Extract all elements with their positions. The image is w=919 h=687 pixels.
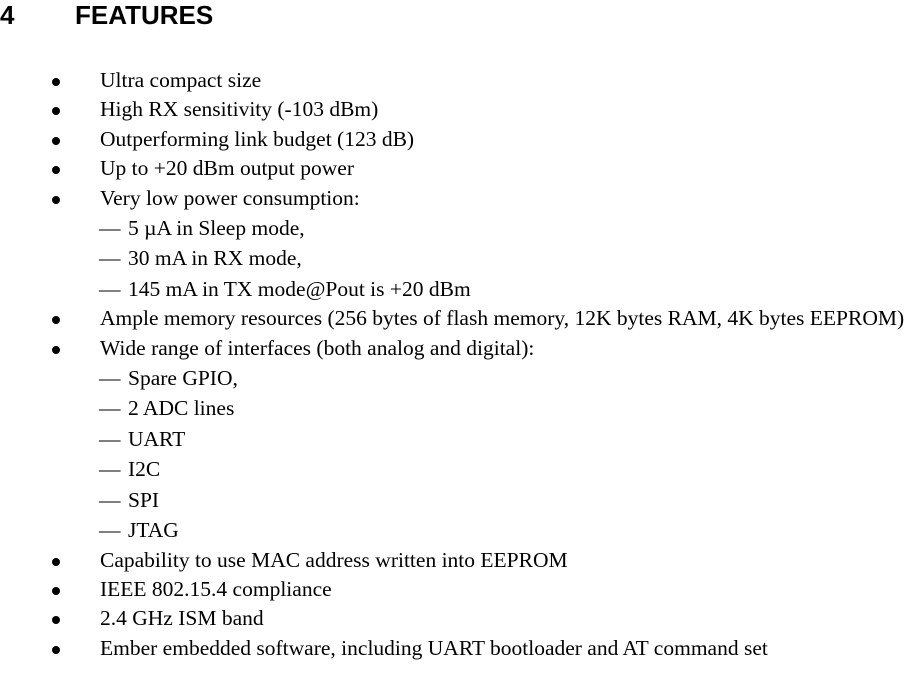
feature-subitem (0, 213, 919, 243)
feature-item (0, 125, 919, 154)
feature-text: IEEE 802.15.4 compliance (100, 576, 332, 601)
feature-text: Capability to use MAC address written into EEPROM (100, 547, 568, 572)
bullet-icon (52, 166, 60, 174)
feature-text: Ultra compact size (100, 68, 262, 92)
feature-text: 2.4 GHz ISM band (100, 606, 264, 631)
bullet-icon (52, 316, 60, 324)
features-list (0, 66, 919, 663)
feature-item (0, 95, 919, 124)
dash-icon: — (99, 518, 121, 543)
feature-subitem (0, 515, 919, 545)
bullet-icon (52, 587, 60, 595)
subitem-text: 5 µA in Sleep mode, (128, 216, 305, 241)
feature-item (0, 575, 919, 604)
dash-icon: — (99, 487, 121, 512)
bullet-icon (52, 558, 60, 566)
feature-subitem (0, 454, 919, 484)
feature-item (0, 154, 919, 183)
bullet-icon (52, 107, 60, 115)
subitem-text: SPI (128, 487, 160, 512)
feature-item (0, 66, 919, 95)
subitem-text: Spare GPIO, (128, 366, 238, 391)
bullet-icon (52, 646, 60, 654)
subitem-text: UART (128, 426, 186, 451)
subitem-text: JTAG (128, 518, 179, 543)
subitem-text: 2 ADC lines (128, 396, 235, 421)
section-title: FEATURES (75, 0, 214, 30)
dash-icon: — (99, 396, 121, 421)
feature-subitem (0, 274, 919, 304)
bullet-icon (52, 616, 60, 624)
bullet-icon (52, 78, 60, 86)
feature-item (0, 184, 919, 213)
feature-subitem (0, 485, 919, 515)
dash-icon: — (99, 246, 121, 271)
feature-text: Outperforming link budget (123 dB) (100, 126, 415, 151)
feature-text: Up to +20 dBm output power (100, 156, 354, 181)
dash-icon: — (99, 216, 121, 241)
section-heading (0, 0, 213, 34)
bullet-icon (52, 196, 60, 204)
feature-subitem (0, 424, 919, 454)
feature-subitem (0, 363, 919, 393)
feature-text: Ember embedded software, including UART bootloader and AT command set (100, 635, 768, 660)
subitem-text: 30 mA in RX mode, (128, 246, 302, 271)
dash-icon: — (99, 366, 121, 391)
feature-text: Very low power consumption: (100, 185, 360, 210)
feature-subitem (0, 243, 919, 273)
feature-item (0, 546, 919, 575)
dash-icon: — (99, 426, 121, 451)
dash-icon: — (99, 457, 121, 482)
feature-item (0, 634, 919, 663)
bullet-icon (52, 346, 60, 354)
feature-text: Ample memory resources (256 bytes of flash memory, 12K bytes RAM, 4K bytes EEPROM) (100, 306, 905, 331)
bullet-icon (52, 137, 60, 145)
feature-subitem (0, 393, 919, 423)
section-number: 4 (0, 0, 15, 30)
feature-text: Wide range of interfaces (both analog and digital): (100, 335, 535, 360)
subitem-text: 145 mA in TX mode@Pout is +20 dBm (128, 276, 471, 301)
feature-item (0, 604, 919, 633)
feature-text: High RX sensitivity (-103 dBm) (100, 97, 379, 122)
feature-item (0, 334, 919, 363)
subitem-text: I2C (128, 457, 161, 482)
dash-icon: — (99, 276, 121, 301)
feature-item (0, 304, 919, 333)
